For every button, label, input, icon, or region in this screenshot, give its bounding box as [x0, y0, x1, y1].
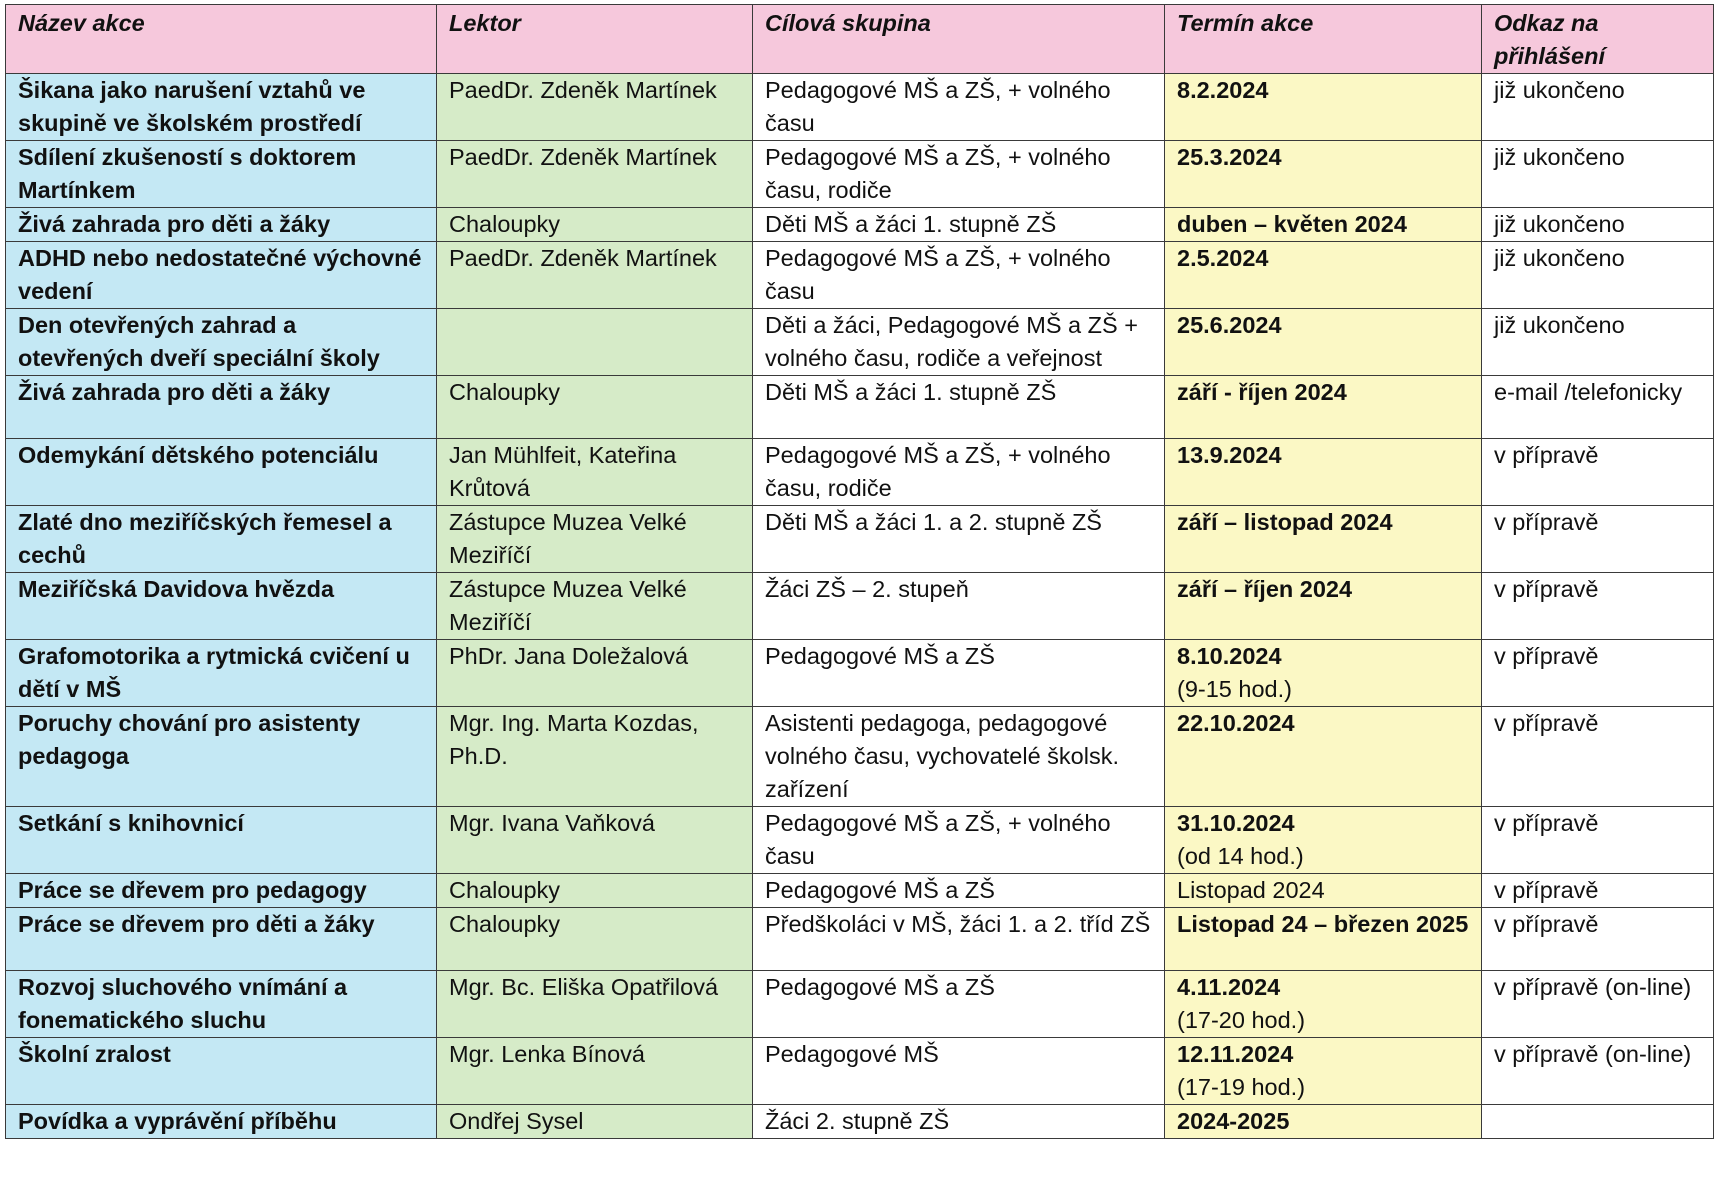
lector-cell: PaedDr. Zdeněk Martínek [437, 74, 753, 141]
event-date-cell [1165, 1105, 1482, 1139]
registration-status-cell: již ukončeno [1482, 74, 1714, 141]
event-date-cell [1165, 74, 1482, 141]
table-header [6, 5, 1714, 74]
event-date-value: 12.11.2024 [1177, 1041, 1294, 1067]
registration-status-cell: již ukončeno [1482, 309, 1714, 376]
event-name-cell: Šikana jako narušení vztahů ve skupině ve školském prostředí [6, 74, 437, 141]
lector-cell: Zástupce Muzea Velké Meziříčí [437, 573, 753, 640]
table-row [6, 807, 1714, 874]
target-group-cell: Pedagogové MŠ a ZŠ, + volného času [753, 74, 1165, 141]
registration-status-cell: v přípravě [1482, 573, 1714, 640]
event-name-cell: Rozvoj sluchového vnímání a fonematického sluchu [6, 971, 437, 1038]
event-date-value: 25.3.2024 [1177, 144, 1282, 170]
event-date-value: duben – květen 2024 [1177, 211, 1407, 237]
event-name-cell: Živá zahrada pro děti a žáky [6, 208, 437, 242]
event-date-cell [1165, 309, 1482, 376]
table-row [6, 874, 1714, 908]
event-date-value: 31.10.2024 [1177, 810, 1295, 836]
event-time-note: (od 14 hod.) [1177, 843, 1304, 869]
registration-status-cell: v přípravě (on-line) [1482, 1038, 1714, 1105]
event-name-cell: Zlaté dno meziříčských řemesel a cechů [6, 506, 437, 573]
lector-cell: Jan Mühlfeit, Kateřina Krůtová [437, 439, 753, 506]
event-date-cell [1165, 506, 1482, 573]
table-row [6, 309, 1714, 376]
event-name-cell: Odemykání dětského potenciálu [6, 439, 437, 506]
event-date-cell [1165, 1038, 1482, 1105]
event-date-value: 8.10.2024 [1177, 643, 1282, 669]
header-event-date: Termín akce [1165, 5, 1482, 74]
target-group-cell: Děti MŠ a žáci 1. stupně ZŠ [753, 376, 1165, 439]
event-name-cell: Grafomotorika a rytmická cvičení u dětí v MŠ [6, 640, 437, 707]
header-event-name: Název akce [6, 5, 437, 74]
table-row [6, 376, 1714, 439]
lector-cell: PhDr. Jana Doležalová [437, 640, 753, 707]
event-date-cell [1165, 874, 1482, 908]
header-row [6, 5, 1714, 74]
target-group-cell: Žáci 2. stupně ZŠ [753, 1105, 1165, 1139]
target-group-cell: Pedagogové MŠ a ZŠ [753, 971, 1165, 1038]
event-date-value: září - říjen 2024 [1177, 379, 1347, 405]
lector-cell: Chaloupky [437, 908, 753, 971]
target-group-cell: Pedagogové MŠ [753, 1038, 1165, 1105]
target-group-cell: Pedagogové MŠ a ZŠ, + volného času, rodiče [753, 141, 1165, 208]
table-row [6, 1105, 1714, 1139]
event-date-value: 8.2.2024 [1177, 77, 1269, 103]
event-date-cell [1165, 807, 1482, 874]
registration-status-cell: již ukončeno [1482, 242, 1714, 309]
event-name-cell: Poruchy chování pro asistenty pedagoga [6, 707, 437, 807]
table-row [6, 640, 1714, 707]
registration-status-cell: v přípravě [1482, 908, 1714, 971]
lector-cell: Mgr. Ing. Marta Kozdas, Ph.D. [437, 707, 753, 807]
event-time-note: (9-15 hod.) [1177, 676, 1292, 702]
table-row [6, 506, 1714, 573]
event-name-cell: Povídka a vyprávění příběhu [6, 1105, 437, 1139]
event-date-cell [1165, 242, 1482, 309]
registration-status-cell: v přípravě [1482, 506, 1714, 573]
event-name-cell: ADHD nebo nedostatečné výchovné vedení [6, 242, 437, 309]
event-date-cell [1165, 439, 1482, 506]
lector-cell: Mgr. Bc. Eliška Opatřilová [437, 971, 753, 1038]
target-group-cell: Pedagogové MŠ a ZŠ, + volného času [753, 807, 1165, 874]
target-group-cell: Děti MŠ a žáci 1. a 2. stupně ZŠ [753, 506, 1165, 573]
lector-cell: Mgr. Ivana Vaňková [437, 807, 753, 874]
lector-cell: Mgr. Lenka Bínová [437, 1038, 753, 1105]
lector-cell: PaedDr. Zdeněk Martínek [437, 242, 753, 309]
table-row [6, 971, 1714, 1038]
lector-cell: PaedDr. Zdeněk Martínek [437, 141, 753, 208]
registration-status-cell: v přípravě (on-line) [1482, 971, 1714, 1038]
table-row [6, 707, 1714, 807]
lector-cell: Chaloupky [437, 874, 753, 908]
event-date-value: 13.9.2024 [1177, 442, 1282, 468]
target-group-cell: Žáci ZŠ – 2. stupeň [753, 573, 1165, 640]
target-group-cell: Asistenti pedagoga, pedagogové volného času, vychovatelé školsk. zařízení [753, 707, 1165, 807]
table-row [6, 439, 1714, 506]
event-date-value: 4.11.2024 [1177, 974, 1281, 1000]
event-date-cell [1165, 376, 1482, 439]
registration-status-cell: v přípravě [1482, 640, 1714, 707]
event-date-value: 22.10.2024 [1177, 710, 1295, 736]
target-group-cell: Děti MŠ a žáci 1. stupně ZŠ [753, 208, 1165, 242]
event-name-cell: Práce se dřevem pro pedagogy [6, 874, 437, 908]
event-date-cell [1165, 573, 1482, 640]
table-row [6, 208, 1714, 242]
registration-status-cell [1482, 1105, 1714, 1139]
target-group-cell: Předškoláci v MŠ, žáci 1. a 2. tříd ZŠ [753, 908, 1165, 971]
event-date-cell [1165, 208, 1482, 242]
registration-status-cell: v přípravě [1482, 874, 1714, 908]
event-name-cell: Den otevřených zahrad a otevřených dveří speciální školy [6, 309, 437, 376]
event-date-cell [1165, 640, 1482, 707]
event-name-cell: Školní zralost [6, 1038, 437, 1105]
lector-cell: Chaloupky [437, 208, 753, 242]
lector-cell: Chaloupky [437, 376, 753, 439]
header-target-group: Cílová skupina [753, 5, 1165, 74]
lector-cell: Zástupce Muzea Velké Meziříčí [437, 506, 753, 573]
registration-status-cell: již ukončeno [1482, 141, 1714, 208]
event-date-value: Listopad 24 – březen 2025 [1177, 911, 1469, 937]
target-group-cell: Pedagogové MŠ a ZŠ, + volného času [753, 242, 1165, 309]
event-time-note: (17-19 hod.) [1177, 1074, 1306, 1100]
event-date-value: 2.5.2024 [1177, 245, 1269, 271]
event-name-cell: Meziříčská Davidova hvězda [6, 573, 437, 640]
lector-cell [437, 309, 753, 376]
target-group-cell: Pedagogové MŠ a ZŠ [753, 874, 1165, 908]
event-date-value: září – říjen 2024 [1177, 576, 1353, 602]
event-date-value: 2024-2025 [1177, 1108, 1290, 1134]
event-time-note: (17-20 hod.) [1177, 1007, 1306, 1033]
table-row [6, 242, 1714, 309]
target-group-cell: Pedagogové MŠ a ZŠ [753, 640, 1165, 707]
registration-status-cell: v přípravě [1482, 439, 1714, 506]
table-row [6, 1038, 1714, 1105]
event-name-cell: Živá zahrada pro děti a žáky [6, 376, 437, 439]
registration-status-cell: v přípravě [1482, 807, 1714, 874]
event-date-value: září – listopad 2024 [1177, 509, 1393, 535]
events-table [5, 4, 1714, 1139]
event-date-cell [1165, 971, 1482, 1038]
event-name-cell: Sdílení zkušeností s doktorem Martínkem [6, 141, 437, 208]
lector-cell: Ondřej Sysel [437, 1105, 753, 1139]
target-group-cell: Pedagogové MŠ a ZŠ, + volného času, rodiče [753, 439, 1165, 506]
event-name-cell: Setkání s knihovnicí [6, 807, 437, 874]
event-date-cell [1165, 141, 1482, 208]
event-name-cell: Práce se dřevem pro děti a žáky [6, 908, 437, 971]
table-row [6, 908, 1714, 971]
header-lector: Lektor [437, 5, 753, 74]
registration-status-cell: e-mail /telefonicky [1482, 376, 1714, 439]
table-row [6, 74, 1714, 141]
registration-status-cell: již ukončeno [1482, 208, 1714, 242]
table-body [6, 74, 1714, 1139]
table-row [6, 573, 1714, 640]
event-date-value: Listopad 2024 [1177, 877, 1325, 903]
target-group-cell: Děti a žáci, Pedagogové MŠ a ZŠ + volného času, rodiče a veřejnost [753, 309, 1165, 376]
event-date-cell [1165, 707, 1482, 807]
event-date-cell [1165, 908, 1482, 971]
registration-status-cell: v přípravě [1482, 707, 1714, 807]
table-row [6, 141, 1714, 208]
header-registration-link: Odkaz na přihlášení [1482, 5, 1714, 74]
event-date-value: 25.6.2024 [1177, 312, 1282, 338]
